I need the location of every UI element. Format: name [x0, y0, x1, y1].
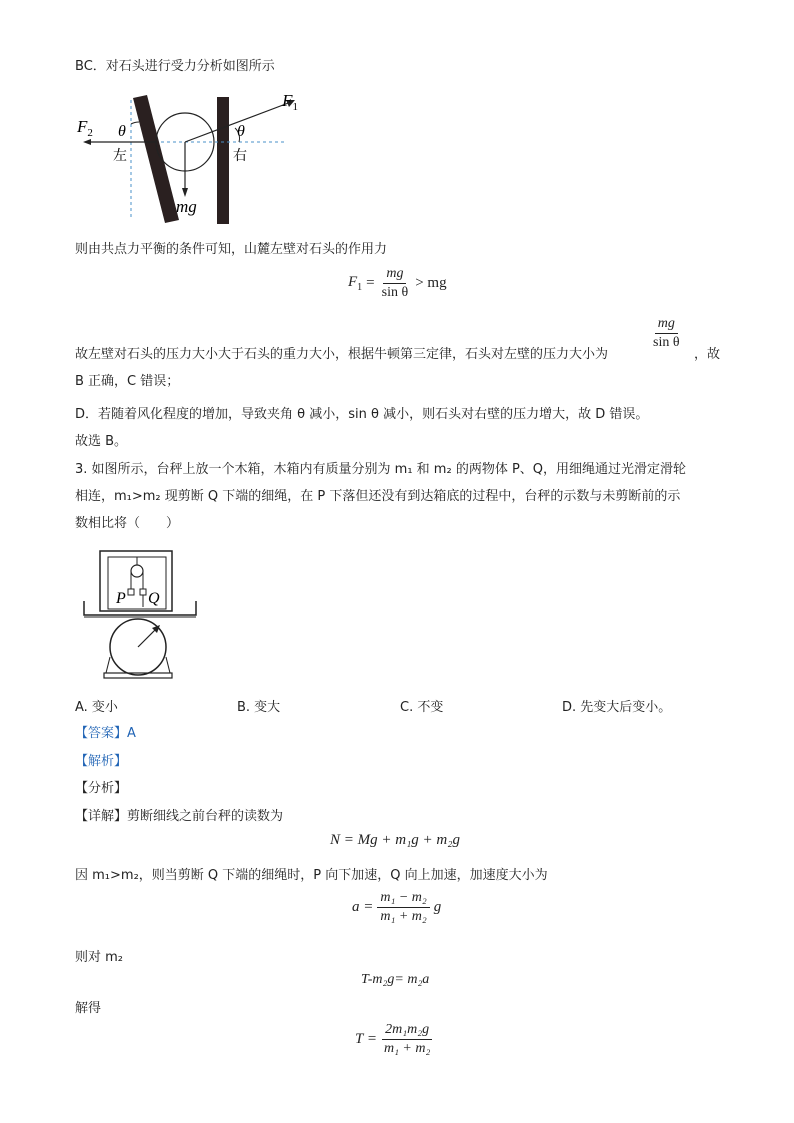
paragraph-4: 故选 B。 — [75, 434, 128, 449]
paragraph-2c: B 正确，C 错误； — [75, 374, 180, 389]
analysis-label: 【解析】 — [75, 754, 128, 769]
mass-p — [128, 589, 134, 595]
answer-label: 【答案】A — [75, 726, 136, 741]
label-p: P — [116, 590, 126, 607]
scale-platform — [84, 601, 196, 615]
f1-label: $F_1$ — [282, 91, 298, 113]
pulley — [131, 565, 143, 577]
right-wall — [217, 97, 229, 224]
force-diagram-figure — [75, 88, 300, 230]
left-angle-arc — [131, 122, 139, 124]
equation-t1: T-m₂g= m₂a — [361, 972, 430, 987]
equation-t2: T = $\frac{\text{2m₁m₂g}}{\text{m₁ + m₂}}$ — [355, 1022, 431, 1056]
equation-a: a = $\frac{\text{m₁ − m₂}}{\text{m₁ + m₂}}$ g — [352, 890, 442, 924]
question-3-line-3: 数相比将（ ） — [75, 516, 180, 531]
left-label: 左 — [113, 149, 127, 164]
scale-box-figure — [80, 545, 200, 680]
option-a: A. 变小 — [75, 700, 118, 715]
wooden-box — [100, 551, 172, 611]
equation-n: N = Mg + m₁g + m₂g — [330, 832, 460, 848]
theta-right-label: θ — [237, 123, 245, 140]
option-d: D. 先变大后变小。 — [562, 700, 672, 715]
equation-f1: $F_1$ = $\frac{mg}{\text{sin θ}}$ > mg — [348, 266, 447, 300]
paragraph-1: 则由共点力平衡的条件可知，山麓左壁对石头的作用力 — [75, 242, 388, 257]
paragraph-6: 则对 m₂ — [75, 950, 124, 965]
paragraph-7: 解得 — [75, 1001, 102, 1016]
paragraph-5: 因 m₁>m₂，则当剪断 Q 下端的细绳时，P 向下加速，Q 向上加速，加速度大小为 — [75, 868, 548, 883]
f2-label: $F_2$ — [77, 117, 93, 139]
mass-q — [140, 589, 146, 595]
paragraph-2b: ，故 — [694, 347, 721, 362]
label-q: Q — [148, 590, 160, 607]
option-c: C. 不变 — [400, 700, 444, 715]
question-3-line-1: 3. 如图所示，台秤上放一个木箱，木箱内有质量分别为 m₁ 和 m₂ 的两物体 P、Q，用细绳通过光滑定滑轮 — [75, 462, 687, 477]
paragraph-3: D．若随着风化程度的增加，导致夹角 θ 减小，sin θ 减小，则石头对右壁的压力增大，故 D 错误。 — [75, 407, 649, 422]
detail-text: 【详解】剪断细线之前台秤的读数为 — [75, 809, 284, 824]
right-label: 右 — [233, 149, 247, 164]
fenxi-label: 【分析】 — [75, 781, 128, 796]
option-b: B. 变大 — [237, 700, 281, 715]
section-bc-heading: BC．对石头进行受力分析如图所示 — [75, 59, 275, 74]
p2-fraction: $\frac{mg}{\text{sin θ}}$ — [653, 316, 680, 350]
left-wall — [133, 95, 179, 223]
theta-left-label: θ — [118, 123, 126, 140]
mg-label: mg — [176, 197, 197, 216]
paragraph-2a: 故左壁对石头的压力大小大于石头的重力大小，根据牛顿第三定律，石头对左壁的压力大小为 — [75, 347, 609, 362]
question-3-line-2: 相连，m₁>m₂ 现剪断 Q 下端的细绳，在 P 下落但还没有到达箱底的过程中，台秤的示数与未剪断前的示 — [75, 489, 681, 504]
